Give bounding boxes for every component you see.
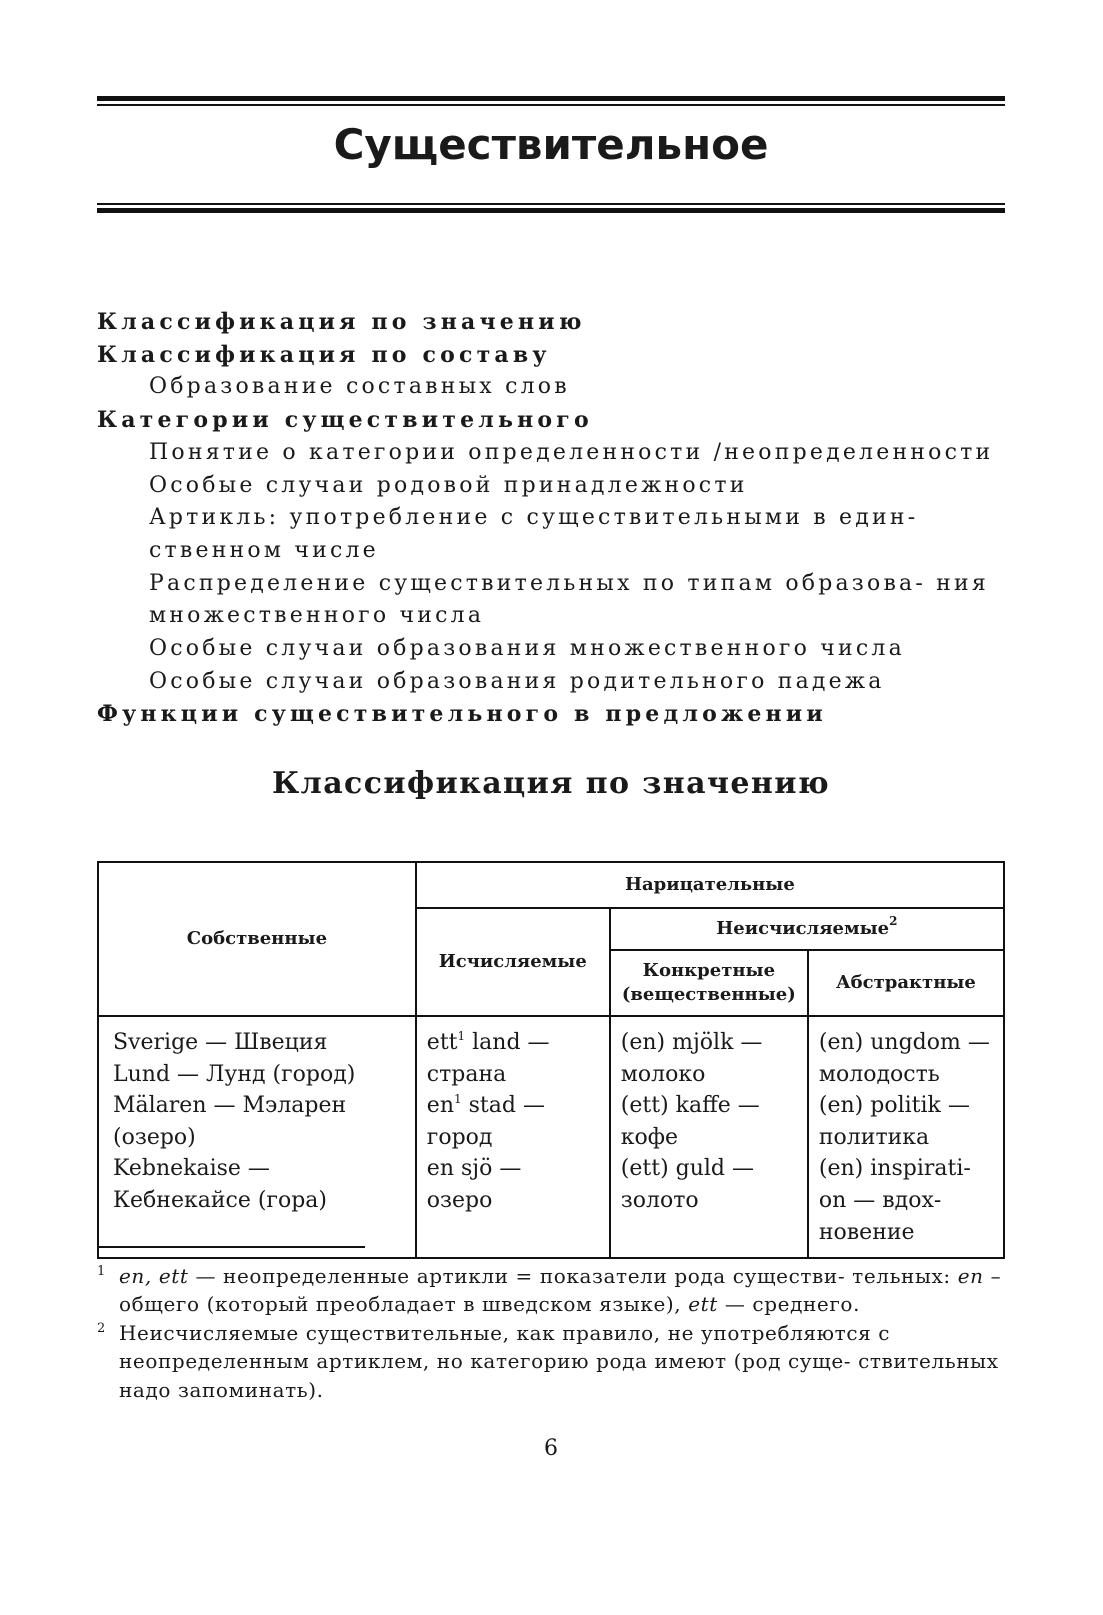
example-line: Кебнекайсе (гора) bbox=[113, 1187, 327, 1213]
footnote bbox=[97, 1319, 1009, 1404]
example-line: (ett) guld — bbox=[620, 1156, 755, 1182]
footnote-italic: en bbox=[957, 1264, 984, 1288]
footnotes bbox=[97, 1262, 1009, 1404]
footnote-separator bbox=[97, 1246, 365, 1248]
toc-subitem: Артикль: употребление с существительными в един- ственном числе bbox=[149, 505, 919, 563]
bottom-rule-thin bbox=[97, 203, 1005, 205]
example-line: (ett) kaffe — bbox=[620, 1093, 760, 1119]
example-line: (озеро) bbox=[113, 1124, 196, 1150]
toc-subitem: Распределение существительных по типам образова- ния множественного числа bbox=[149, 570, 989, 629]
example-word: land — bbox=[465, 1030, 550, 1055]
example-word: ett bbox=[426, 1030, 458, 1055]
example-entry bbox=[113, 1153, 409, 1216]
example-line: Kebnekaise — bbox=[113, 1156, 270, 1182]
footnote bbox=[97, 1262, 1009, 1319]
example-entry bbox=[819, 1153, 997, 1248]
example-entry bbox=[819, 1027, 997, 1090]
cell-proper-examples bbox=[98, 1016, 416, 1258]
example-line: страна bbox=[426, 1061, 507, 1087]
header-concrete bbox=[610, 950, 808, 1016]
footnote-text: — неопределенные артикли = показатели рода существи- тельных: bbox=[188, 1264, 958, 1288]
footnote-ref: 1 bbox=[457, 1029, 466, 1043]
example-line: (en) mjölk — bbox=[620, 1030, 763, 1055]
example-line bbox=[426, 1153, 603, 1185]
header-uncountable bbox=[610, 908, 1004, 950]
example-entry bbox=[427, 1027, 603, 1090]
example-word: stad — bbox=[461, 1093, 545, 1119]
cell-abstract-examples bbox=[808, 1016, 1004, 1258]
example-line: (en) politik — bbox=[818, 1093, 970, 1119]
classification-table bbox=[97, 861, 1005, 1259]
header-proper: Собственные bbox=[98, 862, 416, 1016]
footnote-ref: 1 bbox=[454, 1092, 462, 1107]
toc-heading: Классификация по составу bbox=[97, 341, 551, 368]
footnote-text: – общего (который преобладает в шведском языке), bbox=[119, 1264, 1002, 1317]
footnote-ref: 2 bbox=[889, 914, 898, 928]
toc-heading: Классификация по значению bbox=[97, 309, 586, 335]
toc-subitem: Особые случаи образования множественного числа bbox=[149, 636, 905, 662]
header-common: Нарицательные bbox=[416, 862, 1004, 908]
footnote-text: Неисчисляемые существительные, как правило, не употребляются с неопределенным артиклем, но категорию рода имеют (род суще- ствительных надо запоминать). bbox=[119, 1320, 999, 1402]
example-entry bbox=[113, 1059, 409, 1091]
toc-subitem: Понятие о категории определенности /неопределенности bbox=[149, 439, 994, 465]
example-line: (en) ungdom — bbox=[818, 1030, 990, 1055]
cell-concrete-examples bbox=[610, 1016, 808, 1258]
example-line: молодость bbox=[818, 1061, 940, 1087]
example-entry bbox=[427, 1153, 603, 1216]
example-line: on — вдох- bbox=[818, 1187, 942, 1213]
cell-countable-examples bbox=[416, 1016, 610, 1258]
header-concrete-line2: (вещественные) bbox=[621, 984, 796, 1005]
example-line: (en) inspirati- bbox=[818, 1156, 971, 1182]
example-entry bbox=[113, 1090, 409, 1153]
example-entry bbox=[621, 1027, 801, 1090]
example-line: золото bbox=[620, 1187, 699, 1213]
example-line: Sverige — Швеция bbox=[113, 1030, 328, 1055]
example-line: политика bbox=[818, 1124, 930, 1150]
example-entry bbox=[621, 1153, 801, 1216]
example-line: озеро bbox=[426, 1187, 493, 1213]
example-line bbox=[426, 1027, 603, 1059]
toc-heading: Функции существительного в предложении bbox=[97, 701, 827, 728]
top-rule-thick bbox=[97, 96, 1005, 101]
example-entry bbox=[819, 1090, 997, 1153]
header-abstract: Абстрактные bbox=[808, 950, 1004, 1016]
example-line bbox=[426, 1090, 603, 1122]
example-line: Mälaren — Мэларен bbox=[113, 1093, 347, 1119]
chapter-title: Существительное bbox=[333, 120, 769, 169]
header-countable: Исчисляемые bbox=[416, 908, 610, 1016]
example-word: en sjö — bbox=[426, 1156, 522, 1182]
example-line: кофе bbox=[620, 1124, 679, 1150]
contents-list bbox=[97, 306, 1009, 731]
bottom-rule-thick bbox=[97, 208, 1005, 213]
top-rule-thin bbox=[97, 104, 1005, 106]
toc-heading: Категории существительного bbox=[97, 407, 593, 434]
header-concrete-line1: Конкретные bbox=[642, 960, 776, 981]
section-title: Классификация по значению bbox=[271, 766, 831, 801]
example-entry bbox=[427, 1090, 603, 1153]
footnote-text: — среднего. bbox=[717, 1292, 861, 1317]
toc-subitem: Образование составных слов bbox=[149, 374, 570, 400]
toc-subitem: Особые случаи родовой принадлежности bbox=[149, 472, 748, 498]
footnote-mark: 2 bbox=[97, 1320, 106, 1336]
example-line: город bbox=[426, 1124, 493, 1150]
toc-subitem: Особые случаи образования родительного падежа bbox=[149, 668, 885, 694]
example-entry bbox=[113, 1027, 409, 1059]
footnote-mark: 1 bbox=[97, 1264, 106, 1279]
header-uncountable-label: Неисчисляемые bbox=[716, 918, 890, 939]
example-line: новение bbox=[818, 1219, 915, 1245]
example-entry bbox=[621, 1090, 801, 1153]
table-row bbox=[98, 1016, 1004, 1258]
footnote-italic: ett bbox=[688, 1292, 718, 1317]
example-line: молоко bbox=[620, 1061, 706, 1087]
example-word: en bbox=[426, 1093, 454, 1119]
page-number: 6 bbox=[544, 1436, 558, 1461]
example-line: Lund — Лунд (город) bbox=[113, 1061, 356, 1087]
footnote-italic: en, ett bbox=[119, 1264, 189, 1288]
